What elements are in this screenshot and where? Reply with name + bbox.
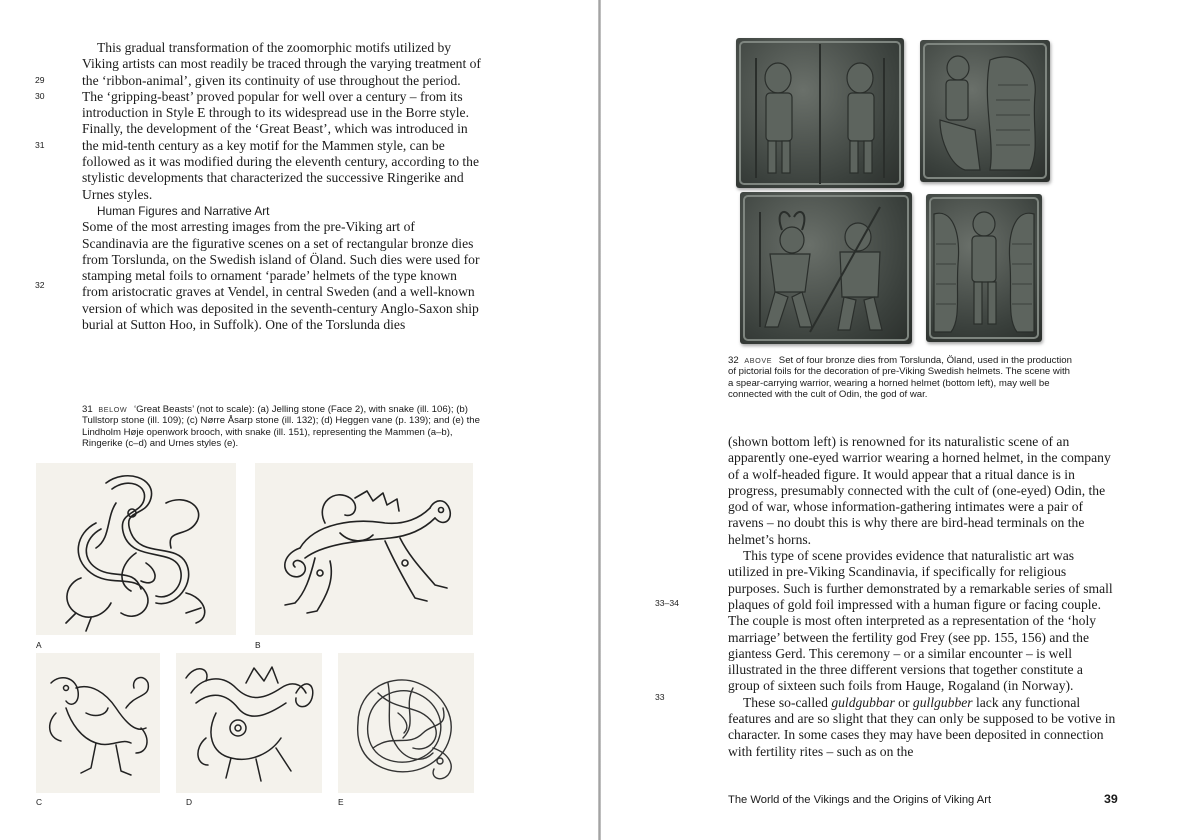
margin-ref-30: 30 [35,91,45,101]
die-two-warriors-relief [736,38,904,188]
figure-letter-c: C [36,797,43,807]
die-man-between-bears [926,194,1042,342]
figure-d-heggen-vane-beast [176,653,322,793]
left-paragraph-1: This gradual transformation of the zoomorphic motifs utilized by Viking artists can most readily be traced through the varying treatment of the ‘ribbon-animal’, given its continuity of use throughout the period. The ‘gripping-beast’ proved popular for well over a century – from its introduction in Style E through to its widespread use in the Borre style. Finally, the development of the ‘Great Beast’, which was introduced in the mid-tenth century as a key motif for the Mammen style, can be followed as it was modified during the eleventh century, according to the stylistic developments that characterized the successive Ringerike and Urnes styles. [82,40,481,202]
figure-b-tullstorp-beast [255,463,473,635]
right-paragraph-1: (shown bottom left) is renowned for its naturalistic scene of an apparently one-eyed warrior wearing a horned helmet, in the company of a wolf-headed figure. It would appear that a ritual dance is in progress, presumably connected with the cult of (one-eyed) Odin, the god of war, whose information-gathering intimates were a pair of ravens – no doubt this is why there are bird-head terminals on the helmet’s horns. [728,434,1111,547]
left-paragraph-2: Some of the most arresting images from the pre-Viking art of Scandinavia are the figurative scenes on a set of rectangular bronze dies from Torslunda, on the Swedish island of Öland. Such dies were used for stamping metal foils to ornament ‘parade’ helmets of the type known from aristocratic graves at Vendel, in central Sweden (and a well-known version of which was deposited in the seventh-century Anglo-Saxon ship burial at Sutton Hoo, in Suffolk). One of the Torslunda dies [82,219,480,333]
right-body-text [728,434,1118,760]
caption-number: 31 [82,404,93,415]
figure-a-jelling-beast [36,463,236,635]
torslunda-dies-photo [728,32,1058,352]
die-odin-warrior-and-wolf [740,192,912,344]
section-subheading: Human Figures and Narrative Art [97,203,270,218]
die-two-warriors [736,38,904,188]
margin-ref-33: 33 [655,692,665,702]
caption-text: ‘Great Beasts’ (not to scale): (a) Jelling stone (Face 2), with snake (ill. 106); (b) Tullstorp stone (ill. 109); (c) Nørre Åsarp stone (ill. 132); (d) Heggen vane (p. 139); and (e) the Lindholm Høje openwork brooch, with snake (ill. 151), representing the Mammen (a–b), Ringerike (c–d) and Urnes styles (e). [82,404,480,450]
figure-e-lindholm-brooch [338,653,474,793]
figure-32-caption [728,355,1072,401]
term-gullgubber: gullgubber [912,694,973,710]
margin-ref-31: 31 [35,140,45,150]
figure-letter-d: D [186,797,193,807]
die-man-with-beasts-relief [920,40,1050,182]
left-body-text [82,40,482,333]
norre-asarp-beast-drawing [36,653,160,793]
p3-rest: lack any functional features and are so slight that they can only be supposed to be votive in character. In some cases they may have been deposited in connection with fertility rites – such as on the [728,694,1116,759]
margin-ref-32: 32 [35,280,45,290]
p3-start: These so-called [743,694,832,710]
figure-letter-b: B [255,640,261,650]
right-paragraph-2: This type of scene provides evidence that naturalistic art was utilized in pre-Viking Scandinavia, if specifically for religious purposes. Such is further demonstrated by a remarkable series of small plaques of gold foil impressed with a human figure or facing couple. The couple is most often interpreted as a representation of the ‘holy marriage’ between the fertility god Frey (see pp. 155, 156) and the giantess Gerd. This ceremony – or a similar encounter – is well illustrated in the three different versions that together constitute a group of sixteen such foils from Hauge, Rogaland (in Norway). [728,548,1113,694]
die-man-with-beasts [920,40,1050,182]
heggen-vane-beast-drawing [176,653,322,793]
caption-text: Set of four bronze dies from Torslunda, Öland, used in the production of pictorial foils for the decoration of pre-Viking Swedish helmets. The scene with a spear-carrying warrior, wearing a horned helmet (bottom left), may well be connected with the cult of Odin, the god of war. [728,355,1072,401]
lindholm-brooch-drawing [338,653,474,793]
margin-ref-33-34: 33–34 [655,598,679,608]
figure-letter-e: E [338,797,344,807]
page-number: 39 [1104,792,1118,806]
die-odin-warrior-relief [740,192,912,344]
running-footer-title: The World of the Vikings and the Origins of Viking Art [728,794,992,806]
figure-letter-a: A [36,640,42,650]
caption-number: 32 [728,355,739,366]
figure-c-norre-asarp-beast [36,653,160,793]
caption-position: ABOVE [744,356,773,365]
die-man-between-bears-relief [926,194,1042,342]
margin-ref-29: 29 [35,75,45,85]
p3-or: or [894,694,913,710]
jelling-beast-drawing [36,463,236,635]
tullstorp-beast-drawing [255,463,473,635]
figure-31-caption [82,404,480,450]
caption-position: BELOW [98,405,128,414]
right-paragraph-3 [728,695,1118,760]
term-guldgubbar: guldgubbar [831,694,895,710]
